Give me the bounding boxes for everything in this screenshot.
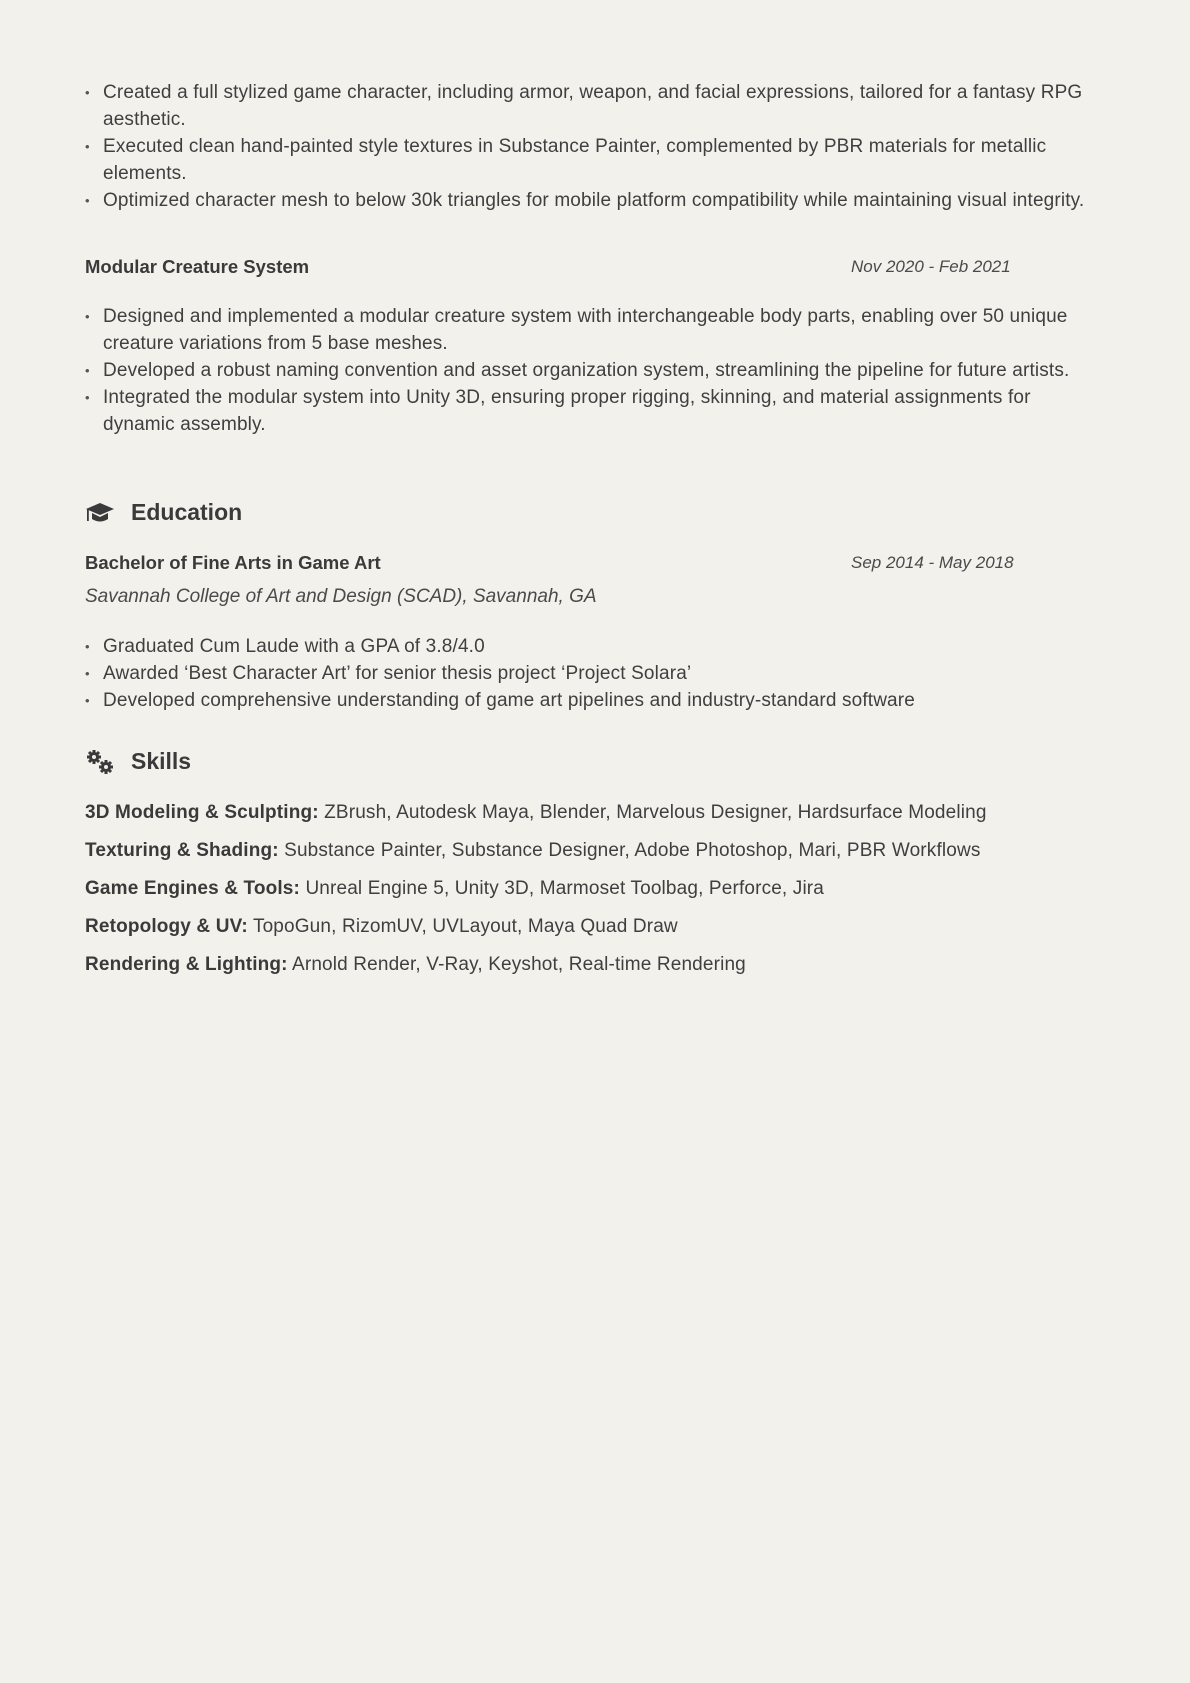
skills-heading [85, 748, 1105, 775]
bullet-item: • Executed clean hand-painted style textures in Substance Painter, complemented by PBR materials for metallic elements. [103, 133, 1105, 187]
skill-value: ZBrush, Autodesk Maya, Blender, Marvelous Designer, Hardsurface Modeling [324, 802, 987, 823]
degree-title: Bachelor of Fine Arts in Game Art [85, 552, 381, 573]
bullet-item: • Designed and implemented a modular creature system with interchangeable body parts, enabling over 50 unique creature variations from 5 base meshes. [103, 303, 1105, 357]
project-date: Nov 2020 - Feb 2021 [851, 257, 1011, 276]
education-entry-header [85, 552, 1105, 574]
project-1-bullets [85, 79, 1105, 214]
bullet-item: • Graduated Cum Laude with a GPA of 3.8/4.0 [103, 633, 1105, 660]
skill-row [85, 876, 1105, 902]
skill-value: Unreal Engine 5, Unity 3D, Marmoset Toolbag, Perforce, Jira [305, 878, 825, 899]
skill-label: Rendering & Lighting: [85, 954, 288, 975]
skill-value: TopoGun, RizomUV, UVLayout, Maya Quad Draw [252, 916, 678, 937]
bullet-item: • Developed a robust naming convention and asset organization system, streamlining the pipeline for future artists. [103, 357, 1105, 384]
skill-value: Arnold Render, V-Ray, Keyshot, Real-time Rendering [292, 954, 746, 975]
bullet-item: • Awarded ‘Best Character Art’ for senior thesis project ‘Project Solara’ [103, 660, 1105, 687]
project-2-bullets [85, 303, 1105, 438]
graduation-cap-icon [85, 500, 115, 526]
education-bullets [85, 633, 1105, 714]
skill-label: Game Engines & Tools: [85, 878, 300, 899]
skill-label: Texturing & Shading: [85, 840, 279, 861]
education-heading-text: Education [131, 499, 243, 525]
skill-row [85, 800, 1105, 826]
bullet-item: • Optimized character mesh to below 30k triangles for mobile platform compatibility while maintaining visual integrity. [103, 187, 1105, 214]
bullet-item: • Developed comprehensive understanding of game art pipelines and industry-standard software [103, 687, 1105, 714]
skill-row [85, 838, 1105, 864]
bullet-item: • Created a full stylized game character, including armor, weapon, and facial expressions, tailored for a fantasy RPG aesthetic. [103, 79, 1105, 133]
skill-row [85, 952, 1105, 978]
skill-value: Substance Painter, Substance Designer, Adobe Photoshop, Mari, PBR Workflows [284, 840, 981, 861]
project-2-header [85, 256, 1105, 278]
gears-icon [85, 749, 115, 775]
school-name: Savannah College of Art and Design (SCAD), Savannah, GA [85, 586, 597, 607]
project-title: Modular Creature System [85, 256, 310, 277]
skill-label: Retopology & UV: [85, 916, 248, 937]
skills-heading-text: Skills [131, 748, 192, 774]
skill-label: 3D Modeling & Sculpting: [85, 802, 319, 823]
education-heading [85, 499, 1105, 526]
education-date: Sep 2014 - May 2018 [851, 553, 1014, 572]
skill-row [85, 914, 1105, 940]
bullet-item: • Integrated the modular system into Unity 3D, ensuring proper rigging, skinning, and material assignments for dynamic assembly. [103, 384, 1105, 438]
